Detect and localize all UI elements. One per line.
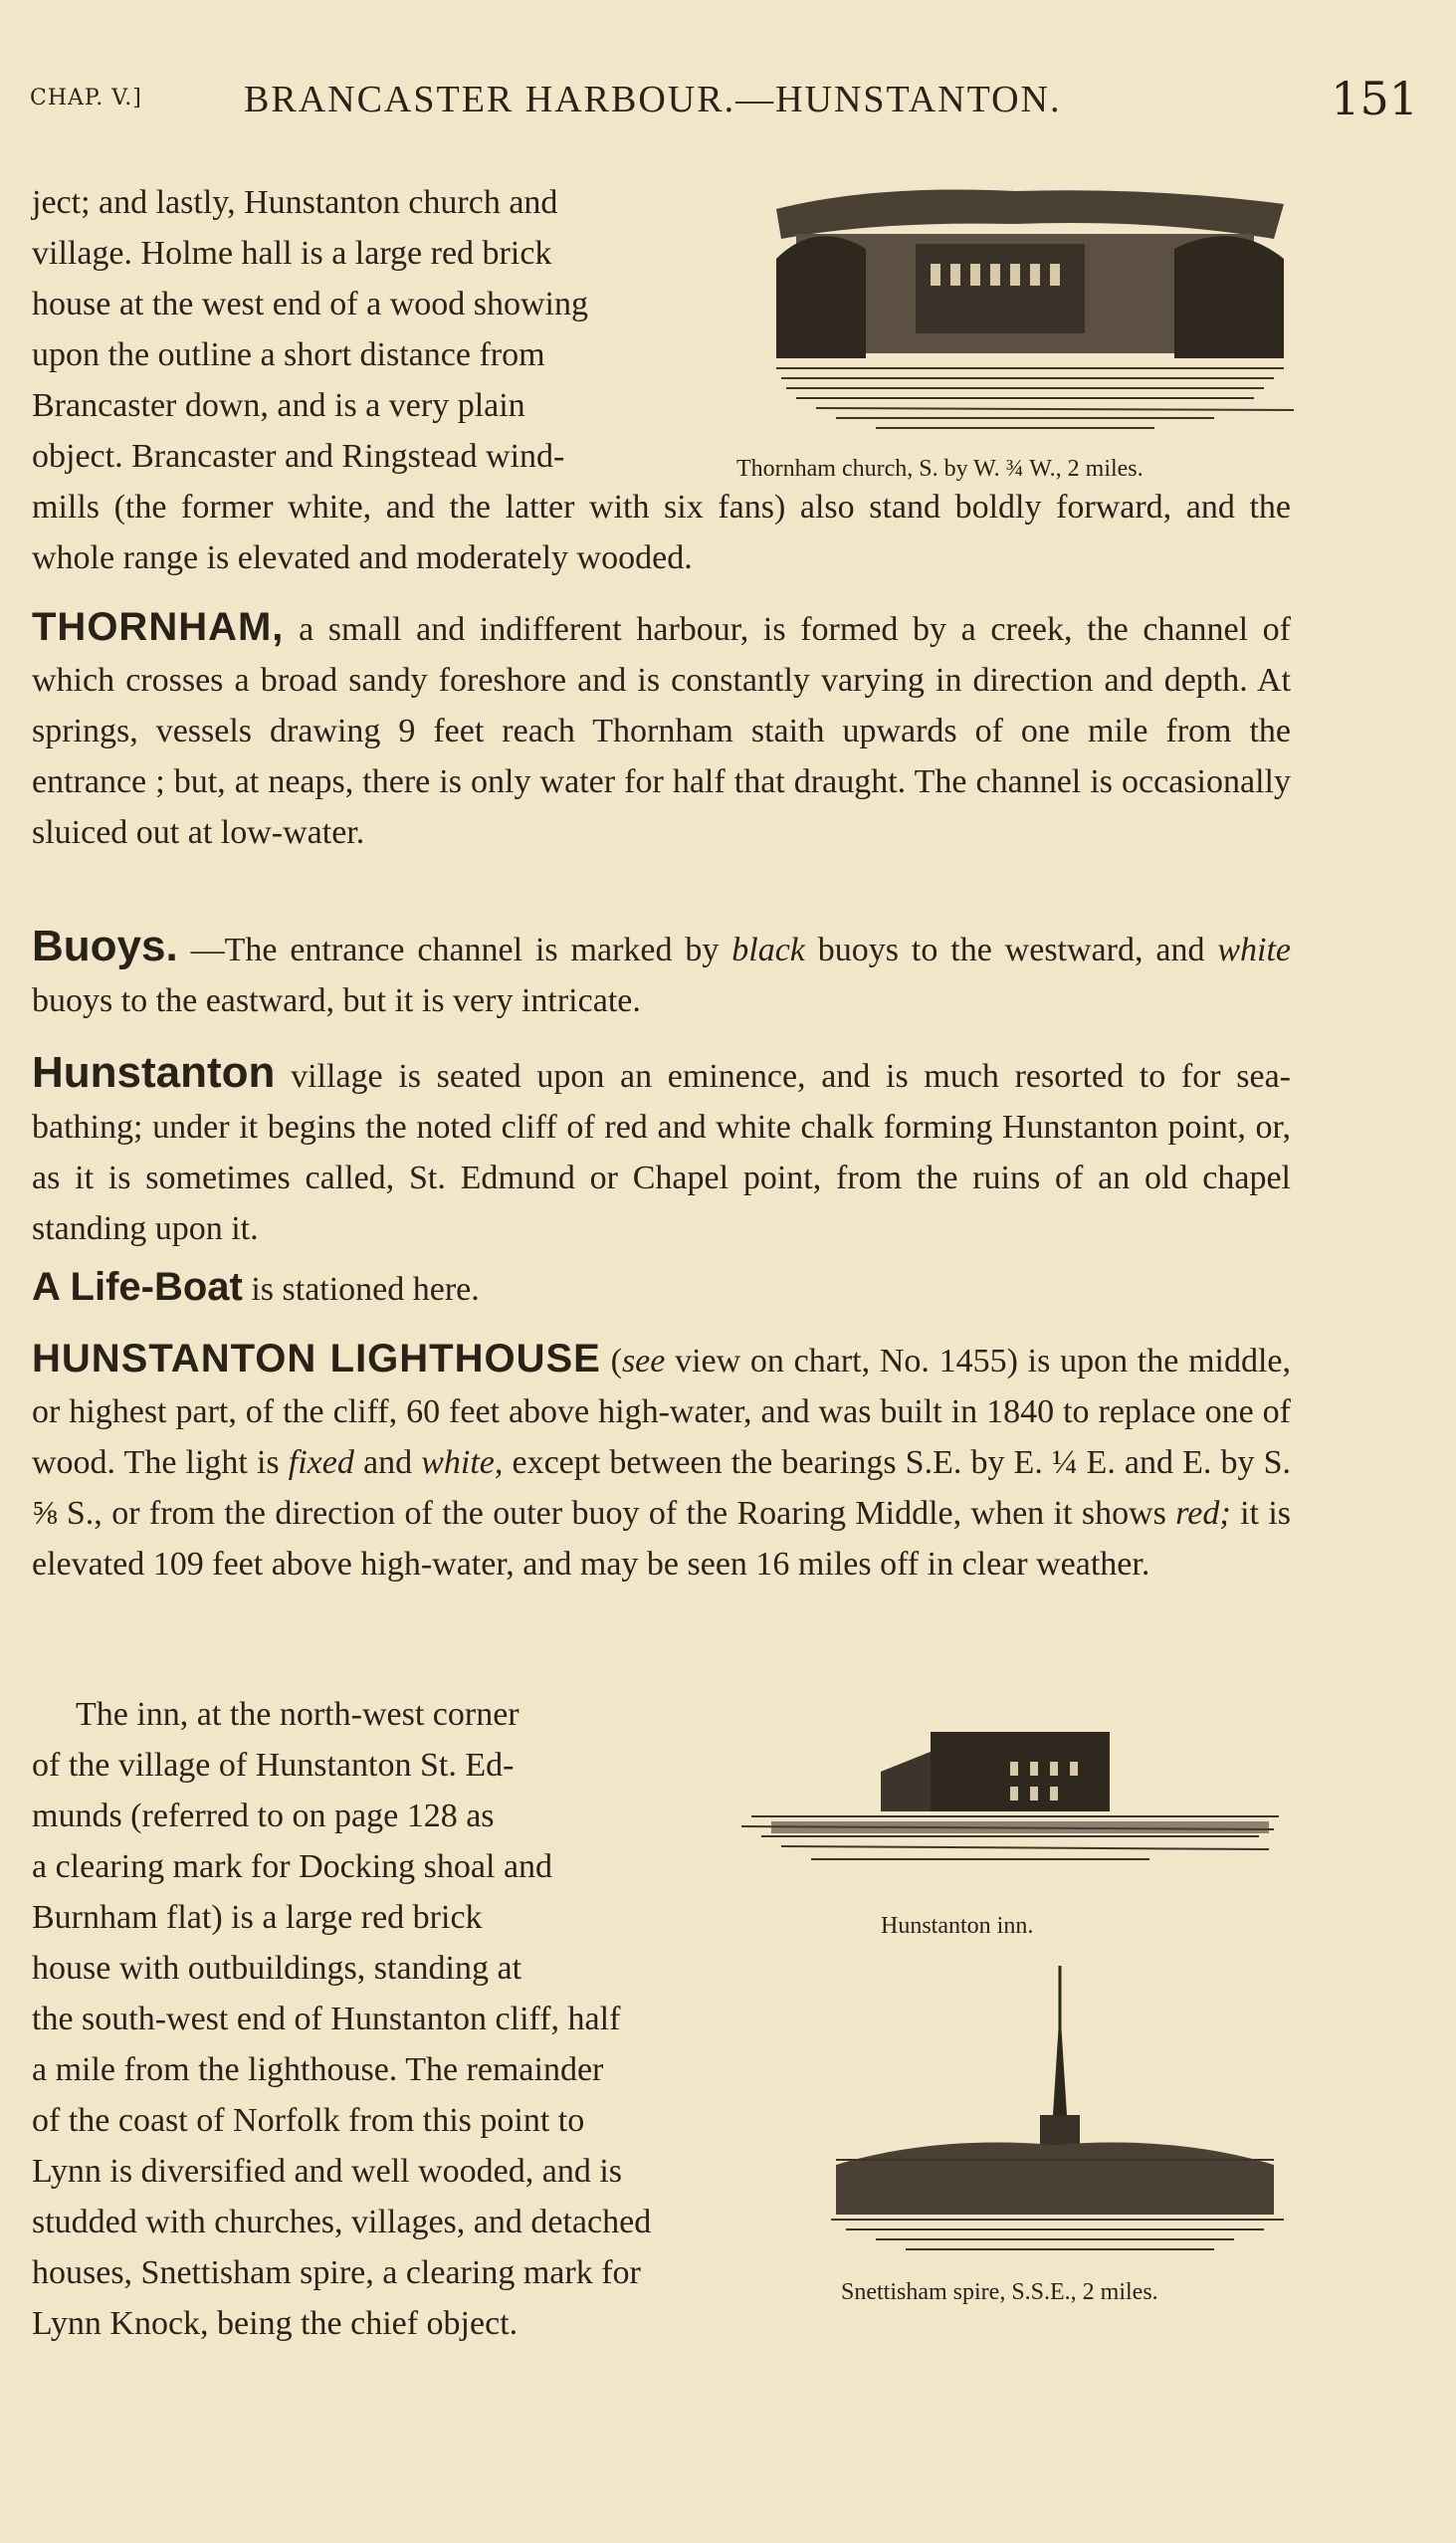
snettisham-spire-engraving bbox=[816, 1966, 1294, 2264]
text-line: village. Holme hall is a large red brick bbox=[32, 235, 552, 272]
section-heading: HUNSTANTON LIGHTHOUSE bbox=[32, 1337, 601, 1380]
running-header bbox=[30, 72, 1418, 137]
text-line: of the village of Hunstanton St. Ed- bbox=[32, 1747, 515, 1784]
text-line: studded with churches, villages, and detached bbox=[32, 2204, 652, 2240]
paragraph-body: buoys to the eastward, but it is very intricate. bbox=[32, 982, 641, 1019]
text-line: a clearing mark for Docking shoal and bbox=[32, 1848, 553, 1885]
text-line: The inn, at the north-west corner bbox=[76, 1696, 520, 1733]
text-line: houses, Snettisham spire, a clearing mark for bbox=[32, 2254, 641, 2291]
paragraph-continuation: mills (the former white, and the latter with six fans) also stand boldly forward, and the whole range is elevated and moderately wooded. bbox=[32, 489, 1291, 576]
text-line: a mile from the lighthouse. The remainder bbox=[32, 2051, 604, 2088]
inn-caption: Hunstanton inn. bbox=[881, 1913, 1034, 1939]
paragraph-body: —The entrance channel is marked by bbox=[190, 932, 720, 968]
emphasis-text: red; bbox=[1175, 1495, 1231, 1532]
running-title: BRANCASTER HARBOUR.—HUNSTANTON. bbox=[244, 79, 1062, 120]
paragraph-hunstanton bbox=[32, 1047, 1291, 1254]
text-line: upon the outline a short distance from bbox=[32, 336, 545, 373]
text-line: the south-west end of Hunstanton cliff, half bbox=[32, 2001, 621, 2037]
page-number: 151 bbox=[1331, 72, 1418, 125]
paragraph-body: it is elevated 109 feet above high-water, and may be seen 16 miles off in clear weather. bbox=[32, 1495, 1292, 1583]
section-heading: A Life-Boat bbox=[32, 1265, 243, 1309]
church-caption: Thornham church, S. by W. ¾ W., 2 miles. bbox=[736, 456, 1144, 482]
paragraph-lifeboat bbox=[32, 1262, 1291, 1315]
paragraph-thornham bbox=[32, 602, 1291, 858]
text-line: Burnham flat) is a large red brick bbox=[32, 1899, 483, 1936]
section-heading: Buoys. bbox=[32, 922, 178, 970]
paragraph-body: except between the bearings S.E. by E. ¼ E. and E. by S. ⅝ S., or from the direction of the outer buoy of the Roaring Middle, when it shows bbox=[32, 1444, 1292, 1532]
section-heading: Hunstanton bbox=[32, 1048, 276, 1097]
paragraph-body: and bbox=[362, 1444, 413, 1481]
paragraph-body: village is seated upon an eminence, and is much resorted to for sea-bathing; under it begins the noted cliff of red and white chalk forming Hunstanton point, or, as it is sometimes called, St. Edmund or Chapel point, from the ruins of an old chapel standing upon it. bbox=[32, 1058, 1292, 1247]
paragraph-body: is stationed here. bbox=[251, 1271, 480, 1308]
paragraph-inn bbox=[32, 1689, 828, 2349]
text-line: object. Brancaster and Ringstead wind- bbox=[32, 438, 565, 475]
text-line: Brancaster down, and is a very plain bbox=[32, 387, 525, 424]
chapter-label: CHAP. V.] bbox=[30, 86, 142, 110]
paragraph-lighthouse bbox=[32, 1334, 1291, 1589]
paragraph-buoys bbox=[32, 921, 1291, 1026]
hunstanton-inn-engraving bbox=[731, 1692, 1289, 1871]
emphasis-text: black bbox=[731, 932, 805, 968]
text-line: house at the west end of a wood showing bbox=[32, 286, 589, 322]
emphasis-text: white, bbox=[421, 1444, 504, 1481]
text-line: house with outbuildings, standing at bbox=[32, 1950, 522, 1987]
thornham-church-engraving bbox=[756, 179, 1294, 448]
paragraph-body: buoys to the westward, and bbox=[817, 932, 1205, 968]
paragraph-body: ( bbox=[610, 1343, 622, 1379]
emphasis-text: see bbox=[621, 1343, 666, 1379]
paragraph-body: view on chart, No. 1455) is upon the middle, or highest part, of the cliff, 60 feet above high-water, and was built in 1840 to replace one of wood. The light is bbox=[32, 1343, 1292, 1481]
text-line: munds (referred to on page 128 as bbox=[32, 1798, 495, 1834]
text-line: Lynn is diversified and well wooded, and is bbox=[32, 2153, 623, 2190]
paragraph-body: a small and indifferent harbour, is formed by a creek, the channel of which crosses a broad sandy foreshore and is constantly varying in direction and depth. At springs, vessels drawing 9 feet reach Thornham staith upwards of one mile from the entrance ; but, at neaps, there is only water for half that draught. The channel is occasionally sluiced out at low-water. bbox=[32, 611, 1292, 851]
text-line: of the coast of Norfolk from this point to bbox=[32, 2102, 585, 2139]
emphasis-text: fixed bbox=[288, 1444, 354, 1481]
spire-caption: Snettisham spire, S.S.E., 2 miles. bbox=[841, 2279, 1158, 2305]
section-heading: THORNHAM, bbox=[32, 605, 285, 649]
emphasis-text: white bbox=[1217, 932, 1292, 968]
text-line: ject; and lastly, Hunstanton church and bbox=[32, 184, 558, 221]
text-line: Lynn Knock, being the chief object. bbox=[32, 2305, 519, 2342]
